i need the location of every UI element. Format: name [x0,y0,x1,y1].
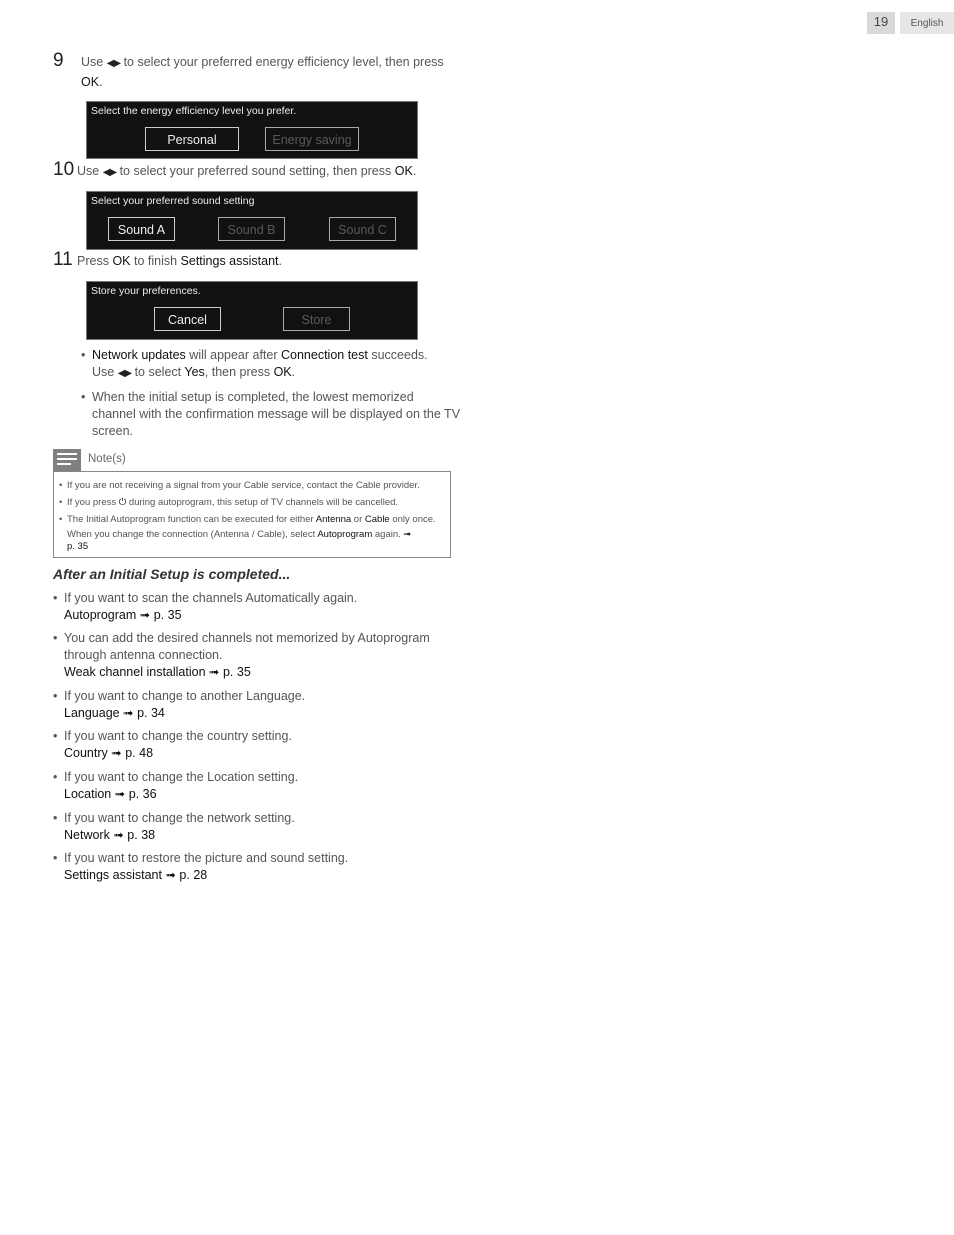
list-item: • If you want to change the network setting. Network ➟ p. 38 [53,811,295,842]
list-item: • If you want to restore the picture and sound setting. Settings assistant ➟ p. 28 [53,851,349,882]
sound-c-button[interactable]: Sound C [329,217,396,241]
page-ref-arrow-icon: ➟ [113,828,124,842]
ref-link[interactable]: Autoprogram ➟ p. 35 [64,608,182,622]
notes-box [53,471,451,558]
ref-link[interactable]: Language ➟ p. 34 [64,706,165,720]
list-item: • If you want to change the country setting. Country ➟ p. 48 [53,729,292,760]
list-item: • If you want to change to another Language. Language ➟ p. 34 [53,689,306,720]
note-item-continued: When you change the connection (Antenna / Cable), select Autoprogram again. ➟ [67,529,412,540]
notes-label: Note(s) [88,453,126,465]
note-icon [53,449,81,471]
bullet-network-updates: • Network updates will appear after Connection test succeeds. Use ◀▶ to select Yes, then press OK. [81,348,428,379]
note-item: • If you press ⏻ during autoprogram, this setup of TV channels will be cancelled. [59,497,399,508]
energy-saving-button[interactable]: Energy saving [265,127,359,151]
ref-link[interactable]: Country ➟ p. 48 [64,746,154,760]
page-ref-arrow-icon: ➟ [139,608,151,622]
note-item: • If you are not receiving a signal from your Cable service, contact the Cable provider. [59,480,420,491]
section-heading: After an Initial Setup is completed... [53,566,291,582]
energy-osd-panel [86,101,418,159]
list-item: • If you want to scan the channels Automatically again. Autoprogram ➟ p. 35 [53,591,358,622]
page-ref-arrow-icon: ➟ [209,665,220,679]
page-ref-arrow-icon: ➟ [165,868,176,882]
left-right-arrows-icon: ◀▶ [102,167,117,178]
step-10-text: Use ◀▶ to select your preferred sound setting, then press OK. [77,164,417,178]
bullet-initial-setup: • When the initial setup is completed, the lowest memorized channel with the confirmation message will be displayed on the TV screen. [81,390,461,438]
step-10-number: 10 [53,159,75,180]
page-number: 19 [867,12,895,34]
list-item: • You can add the desired channels not memorized by Autoprogram through antenna connection. Weak channel installation ➟ p. 35 [53,631,430,679]
personal-button[interactable]: Personal [145,127,239,151]
notes-header [53,449,451,471]
ref-link[interactable]: Weak channel installation ➟ p. 35 [64,665,251,679]
step-11-number: 11 [53,249,73,270]
step-9-text: Use ◀▶ to select your preferred energy efficiency level, then press OK. [81,55,444,89]
note-page-link[interactable]: p. 35 [67,541,89,552]
step-9-number: 9 [53,50,64,71]
note-item: • The Initial Autoprogram function can be executed for either Antenna or Cable only once. [59,514,436,525]
cancel-button[interactable]: Cancel [154,307,221,331]
step-11-text: Press OK to finish Settings assistant. [77,254,282,268]
ref-link[interactable]: Network ➟ p. 38 [64,828,156,842]
page-ref-arrow-icon: ➟ [123,706,134,720]
ref-link[interactable]: Settings assistant ➟ p. 28 [64,868,208,882]
osd-title: Select the energy efficiency level you prefer. [91,105,297,117]
left-right-arrows-icon: ◀▶ [106,58,121,69]
page-ref-arrow-icon: ➟ [403,529,412,540]
sound-a-button[interactable]: Sound A [108,217,175,241]
left-right-arrows-icon: ◀▶ [117,368,132,379]
osd-title: Store your preferences. [91,285,201,297]
page-ref-arrow-icon: ➟ [114,787,126,801]
ref-link[interactable]: Location ➟ p. 36 [64,787,157,801]
osd-title: Select your preferred sound setting [91,195,255,207]
power-icon: ⏻ [118,497,127,508]
sound-b-button[interactable]: Sound B [218,217,285,241]
store-button[interactable]: Store [283,307,350,331]
sound-osd-panel [86,191,418,250]
page-ref-arrow-icon: ➟ [111,746,122,760]
language-tab: English [900,12,954,34]
list-item: • If you want to change the Location setting. Location ➟ p. 36 [53,770,299,801]
store-osd-panel [86,281,418,340]
